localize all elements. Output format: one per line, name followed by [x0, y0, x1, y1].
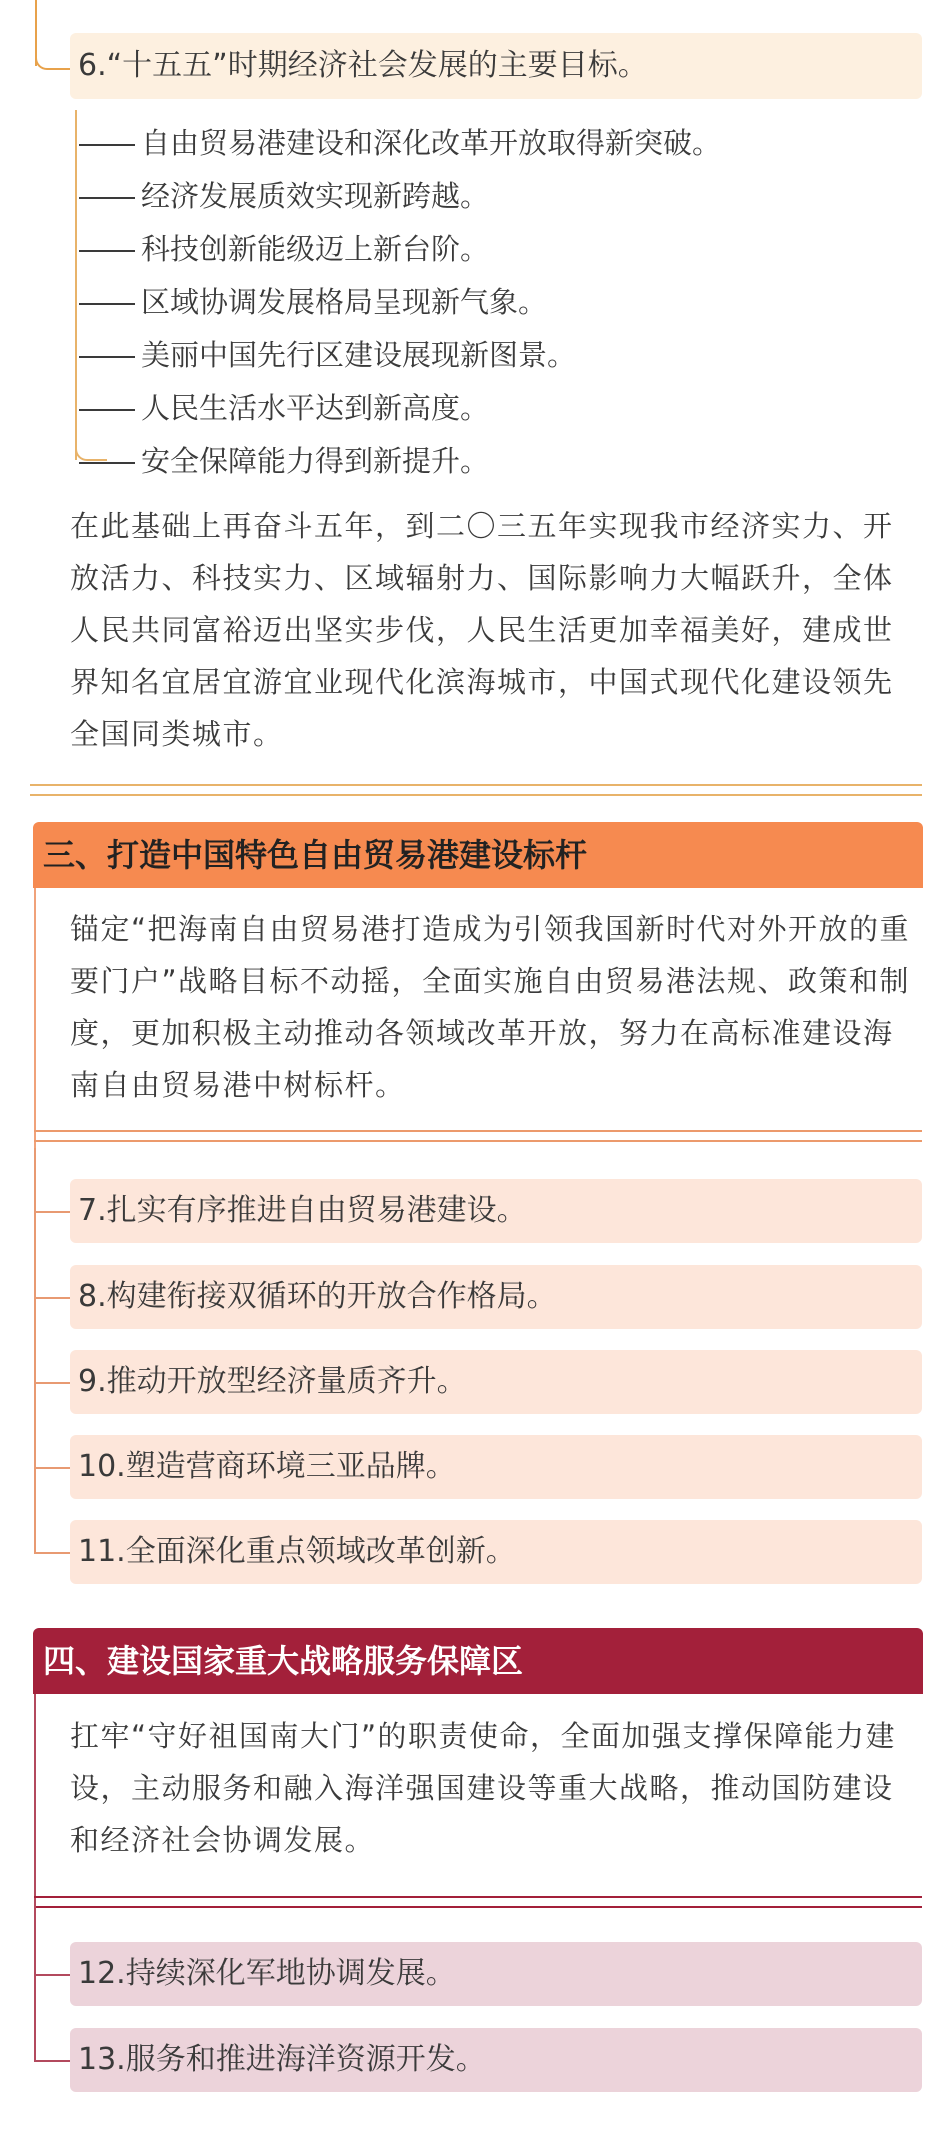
section2-paragraph: 在此基础上再奋斗五年，到二〇三五年实现我市经济实力、开放活力、科技实力、区域辐射力、国际影响力大幅跃升，全体人民共同富裕迈出坚实步伐，人民生活更加幸福美好，建成世界知名宜居宜游宜业现代化滨海城市，中国式现代化建设领先全国同类城市。 — [70, 509, 894, 751]
sub-goal-item — [75, 223, 489, 275]
section-divider — [30, 784, 922, 796]
section2-connector-curve — [35, 54, 73, 70]
dash-mark — [79, 197, 135, 199]
list-tick — [34, 1974, 70, 1976]
sub-goal-item — [75, 382, 489, 434]
list-item: 10.塑造营商环境三亚品牌。 — [70, 1435, 922, 1499]
sub-goal-text: 美丽中国先行区建设展现新图景。 — [141, 338, 577, 372]
list-tick — [34, 1297, 70, 1299]
dash-mark — [79, 250, 135, 252]
sub-goal-text: 安全保障能力得到新提升。 — [141, 444, 490, 478]
section3-paragraph: 锚定“把海南自由贸易港打造成为引领我国新时代对外开放的重要门户”战略目标不动摇，全面实施自由贸易港法规、政策和制度，更加积极主动推动各领域改革开放，努力在高标准建设海南自由贸易港中树标杆。 — [70, 912, 911, 1102]
list-tick — [34, 1552, 70, 1554]
dash-mark — [79, 409, 135, 411]
section4-list-line — [34, 1904, 36, 2062]
goal-item-6: 6.“十五五”时期经济社会发展的主要目标。 — [70, 33, 922, 99]
list-item: 8.构建衔接双循环的开放合作格局。 — [70, 1265, 922, 1329]
sub-goal-item — [75, 170, 489, 222]
section3-side-line — [34, 888, 36, 1148]
section4-title: 四、建设国家重大战略服务保障区 — [43, 1642, 524, 1680]
dash-mark — [79, 144, 135, 146]
sub-goal-text: 人民生活水平达到新高度。 — [141, 391, 490, 425]
section3-header — [33, 822, 923, 888]
list-item: 9.推动开放型经济量质齐升。 — [70, 1350, 922, 1414]
section4-paragraph: 扛牢“守好祖国南大门”的职责使命，全面加强支撑保障能力建设，主动服务和融入海洋强国建设等重大战略，推动国防建设和经济社会协调发展。 — [70, 1719, 897, 1857]
list-tick — [34, 1211, 70, 1213]
sub-goal-text: 自由贸易港建设和深化改革开放取得新突破。 — [141, 126, 722, 160]
list-tick — [34, 1467, 70, 1469]
list-tick — [34, 1382, 70, 1384]
sub-goal-item — [75, 435, 489, 487]
section4-divider — [34, 1896, 922, 1908]
dash-mark — [79, 303, 135, 305]
sub-goal-item — [75, 276, 547, 328]
sub-goal-item — [75, 117, 721, 169]
list-tick — [34, 2060, 70, 2062]
sub-goal-text: 科技创新能级迈上新台阶。 — [141, 232, 490, 266]
section3-divider — [34, 1130, 922, 1142]
section3-title: 三、打造中国特色自由贸易港建设标杆 — [43, 836, 588, 874]
section3-list-line — [34, 1148, 36, 1554]
list-item: 12.持续深化军地协调发展。 — [70, 1942, 922, 2006]
sub-goal-text: 经济发展质效实现新跨越。 — [141, 179, 490, 213]
section4-header — [33, 1628, 923, 1694]
dash-mark — [79, 356, 135, 358]
sub-goal-item — [75, 329, 576, 381]
dash-mark — [79, 462, 135, 464]
list-item: 13.服务和推进海洋资源开发。 — [70, 2028, 922, 2092]
list-item: 11.全面深化重点领域改革创新。 — [70, 1520, 922, 1584]
list-item: 7.扎实有序推进自由贸易港建设。 — [70, 1179, 922, 1243]
sub-goal-text: 区域协调发展格局呈现新气象。 — [141, 285, 548, 319]
section4-side-line — [34, 1694, 36, 1909]
